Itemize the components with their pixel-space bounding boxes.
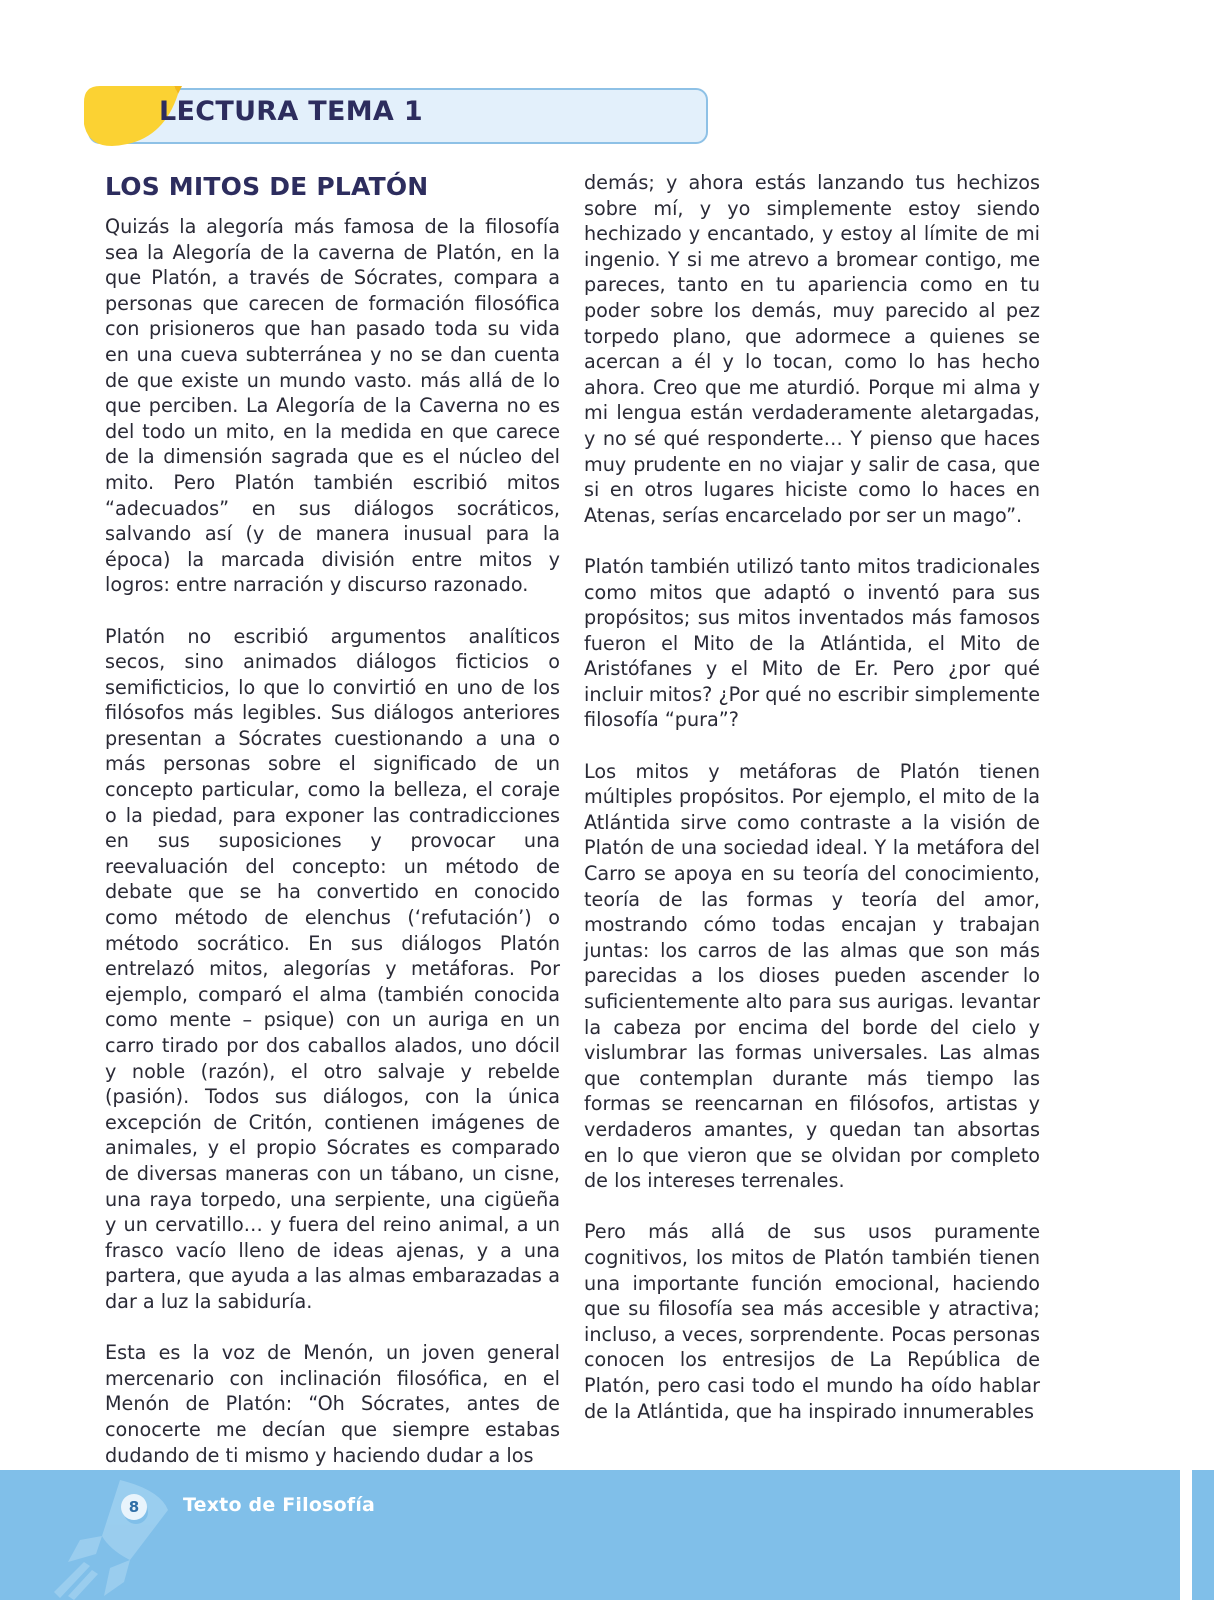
- page-footer: [0, 1470, 1214, 1600]
- paragraph: Pero más allá de sus usos puramente cognitivos, los mitos de Platón también tienen una importante función emocional, haciendo que su filosofía sea más accesible y atractiva; incluso, a veces, sorprendente. Pocas personas conocen los entresijos de La República de Platón, pero casi todo el mundo ha oído hablar de la Atlántida, que ha inspirado innumerables: [584, 1220, 1040, 1423]
- footer-edge-strip: [1180, 1470, 1192, 1600]
- section-header-title: LECTURA TEMA 1: [159, 96, 423, 127]
- article-title: LOS MITOS DE PLATÓN: [105, 172, 429, 201]
- paragraph: Platón también utilizó tanto mitos tradicionales como mitos que adaptó o inventó para sus propósitos; sus mitos inventados más famosos fueron el Mito de la Atlántida, el Mito de Aristófanes y el Mito de Er. Pero ¿por qué incluir mitos? ¿Por qué no escribir simplemente filosofía “pura”?: [584, 554, 1040, 732]
- left-column: [105, 214, 560, 1468]
- paragraph: demás; y ahora estás lanzando tus hechizos sobre mí, y yo simplemente estoy siendo hechizado y encantado, y estoy al límite de mi ingenio. Y si me atrevo a bromear contigo, me pareces, tanto en tu apariencia como en tu poder sobre los demás, muy parecido al pez torpedo plano, que adormece a quienes se acercan a él y lo tocan, como lo has hecho ahora. Creo que me aturdió. Porque mi alma y mi lengua están verdaderamente aletargadas, y no sé qué responderte… Y pienso que haces muy prudente en no viajar y salir de casa, que si en otros lugares hiciste como lo haces en Atenas, serías encarcelado por ser un mago”.: [584, 171, 1040, 527]
- footer-book-title: Texto de Filosofía: [183, 1494, 376, 1516]
- paragraph: Platón no escribió argumentos analíticos secos, sino animados diálogos ficticios o semificticios, lo que lo convirtió en uno de los filósofos más legibles. Sus diálogos anteriores presentan a Sócrates cuestionando a una o más personas sobre el significado de un concepto particular, como la belleza, el coraje o la piedad, para exponer las contradicciones en sus suposiciones y provocar una reevaluación del concepto: un método de debate que se ha convertido en conocido como método de elenchus (‘refutación’) o método socrático. En sus diálogos Platón entrelazó mitos, alegorías y metáforas. Por ejemplo, comparó el alma (también conocida como mente – psique) con un auriga en un carro tirado por dos caballos alados, uno dócil y noble (razón), el otro salvaje y rebelde (pasión). Todos sus diálogos, con la única excepción de Critón, contienen imágenes de animales, y el propio Sócrates es comparado de diversas maneras con un tábano, un cisne, una raya torpedo, una serpiente, una cigüeña y un cervatillo… y fuera del reino animal, a un frasco vacío lleno de ideas ajenas, y a una partera, que ayuda a las almas embarazadas a dar a luz la sabiduría.: [105, 624, 560, 1313]
- page-number: 8: [121, 1494, 147, 1520]
- rocket-icon: [50, 1470, 190, 1600]
- paragraph: Esta es la voz de Menón, un joven general mercenario con inclinación filosófica, en el Menón de Platón: “Oh Sócrates, antes de conocerte me decían que siempre estabas dudando de ti mismo y haciendo dudar a los: [105, 1341, 560, 1467]
- paragraph: Los mitos y metáforas de Platón tienen múltiples propósitos. Por ejemplo, el mito de la Atlántida sirve como contraste a la visión de Platón de una sociedad ideal. Y la metáfora del Carro se apoya en su teoría del conocimiento, teoría de las formas y teoría del amor, mostrando cómo todas encajan y trabajan juntas: los carros de las almas que son más parecidas a los dioses pueden ascender lo suficientemente alto para sus aurigas. levantar la cabeza por encima del borde del cielo y vislumbrar las formas universales. Las almas que contemplan durante más tiempo las formas se reencarnan en filósofos, artistas y verdaderos amantes, y quedan tan absortas en lo que vieron que se olvidan por completo de los intereses terrenales.: [584, 759, 1040, 1193]
- right-column: [584, 170, 1040, 1424]
- section-header-tab: [82, 84, 712, 148]
- paragraph: Quizás la alegoría más famosa de la filosofía sea la Alegoría de la caverna de Platón, en la que Platón, a través de Sócrates, compara a personas que carecen de formación filosófica con prisioneros que han pasado toda su vida en una cueva subterránea y no se dan cuenta de que existe un mundo vasto. más allá de lo que perciben. La Alegoría de la Caverna no es del todo un mito, en la medida en que carece de la dimensión sagrada que es el núcleo del mito. Pero Platón también escribió mitos “adecuados” en sus diálogos socráticos, salvando así (y de manera inusual para la época) la marcada división entre mitos y logros: entre narración y discurso razonado.: [105, 215, 560, 597]
